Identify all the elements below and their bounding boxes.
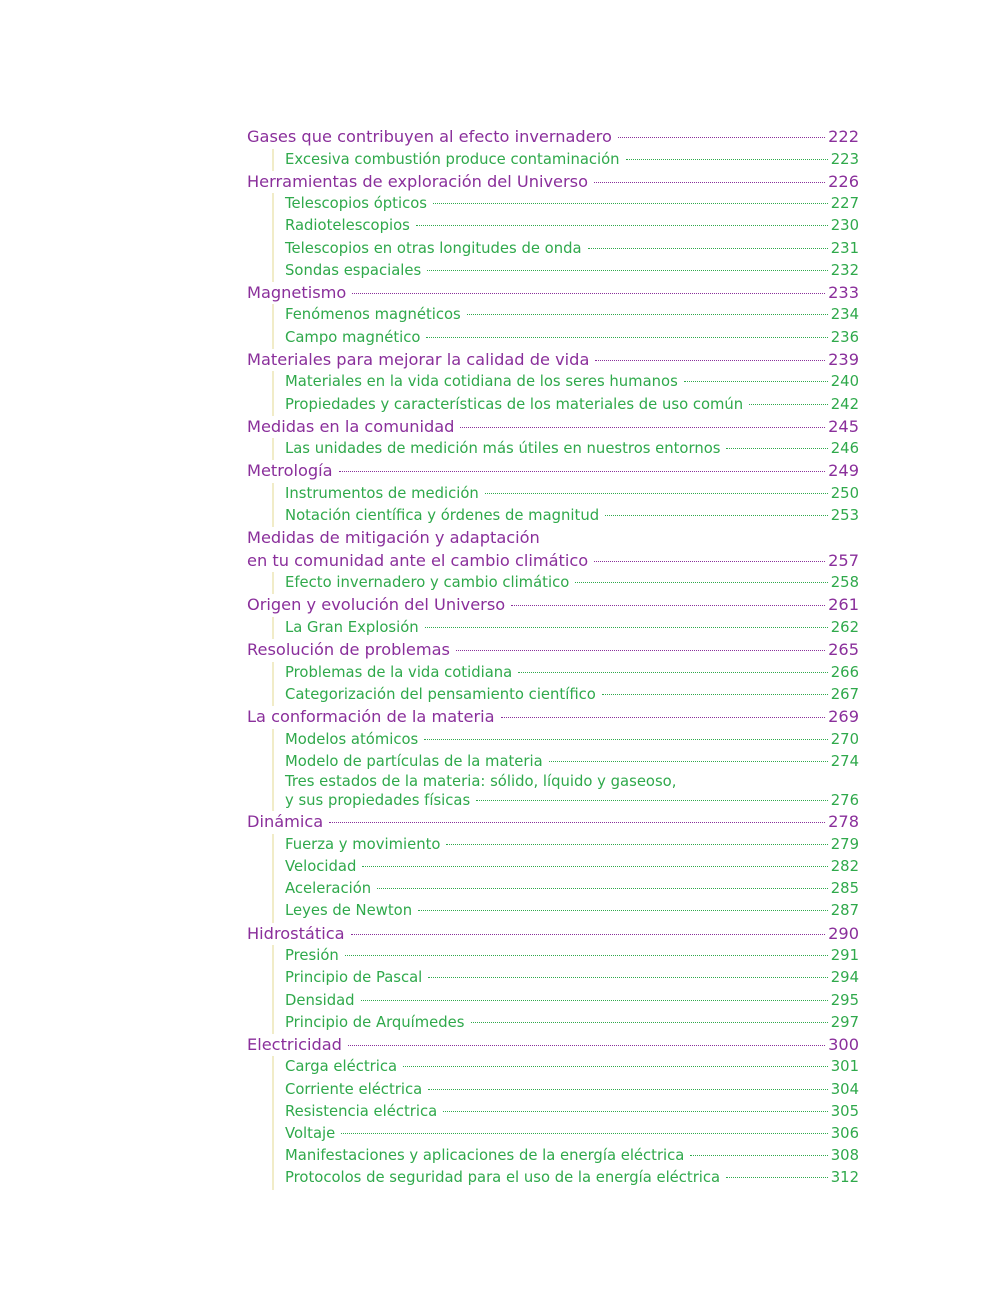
subtopic-list — [272, 1056, 859, 1189]
subtopic-entry[interactable] — [285, 483, 859, 505]
subtopic-title: Aceleración — [285, 880, 372, 898]
page-number: 301 — [830, 1058, 859, 1076]
topic-title: Resolución de problemas — [247, 640, 450, 660]
page-number: 287 — [830, 902, 859, 920]
dot-leader — [416, 225, 828, 226]
subtopic-list — [272, 729, 859, 812]
topic-entry[interactable] — [247, 282, 859, 305]
subtopic-title: Campo magnético — [285, 328, 421, 346]
toc-topic — [247, 349, 859, 416]
dot-leader — [339, 471, 826, 472]
topic-entry[interactable] — [247, 811, 859, 834]
subtopic-title: Manifestaciones y aplicaciones de la energía eléctrica — [285, 1147, 685, 1165]
page-number: 278 — [828, 812, 859, 832]
dot-leader — [418, 910, 828, 911]
page-number: 274 — [830, 752, 859, 770]
subtopic-entry[interactable] — [285, 1167, 859, 1189]
dot-leader — [456, 650, 825, 651]
dot-leader — [377, 888, 828, 889]
subtopic-entry[interactable] — [285, 238, 859, 260]
dot-leader — [348, 1045, 825, 1046]
dot-leader — [352, 293, 825, 294]
subtopic-entry[interactable] — [285, 856, 859, 878]
dot-leader — [426, 337, 827, 338]
page-number: 312 — [830, 1169, 859, 1187]
topic-title: Magnetismo — [247, 282, 347, 302]
dot-leader — [602, 694, 828, 695]
toc-topic — [247, 460, 859, 527]
toc-topic — [247, 706, 859, 811]
subtopic-entry[interactable] — [285, 327, 859, 349]
toc-topic — [247, 416, 859, 461]
page-number: 231 — [830, 239, 859, 257]
page-number: 222 — [828, 127, 859, 146]
topic-entry[interactable] — [247, 706, 859, 729]
page-number: 291 — [830, 947, 859, 965]
page-number: 276 — [830, 792, 859, 810]
topic-title: Metrología — [247, 461, 333, 481]
dot-leader — [428, 1089, 828, 1090]
subtopic-entry[interactable] — [285, 900, 859, 922]
topic-entry[interactable] — [247, 126, 859, 149]
subtopic-list — [272, 304, 859, 348]
toc-topic — [247, 171, 859, 282]
page-number: 257 — [828, 550, 859, 570]
subtopic-entry[interactable] — [285, 662, 859, 684]
dot-leader — [341, 1133, 828, 1134]
page-number: 305 — [830, 1102, 859, 1120]
subtopic-entry[interactable] — [285, 617, 859, 639]
page-number: 232 — [830, 261, 859, 279]
toc-topic — [247, 811, 859, 922]
dot-leader — [403, 1066, 828, 1067]
dot-leader — [446, 844, 827, 845]
dot-leader — [684, 381, 828, 382]
page-number: 234 — [830, 306, 859, 324]
subtopic-title: Modelo de partículas de la materia — [285, 752, 543, 770]
subtopic-title: Leyes de Newton — [285, 902, 413, 920]
page-number: 266 — [830, 663, 859, 681]
subtopic-entry[interactable] — [285, 394, 859, 416]
subtopic-entry[interactable] — [285, 1079, 859, 1101]
page-number: 265 — [828, 640, 859, 660]
subtopic-title: Presión — [285, 947, 339, 965]
subtopic-entry[interactable] — [285, 1145, 859, 1167]
subtopic-entry[interactable] — [285, 878, 859, 900]
toc-topic — [247, 594, 859, 639]
page-number: 258 — [830, 574, 859, 592]
dot-leader — [618, 137, 825, 138]
page-number: 253 — [830, 507, 859, 525]
dot-leader — [501, 717, 826, 718]
dot-leader — [588, 248, 828, 249]
page-number: 262 — [830, 618, 859, 636]
dot-leader — [485, 493, 828, 494]
page-number: 295 — [830, 991, 859, 1009]
topic-entry[interactable] — [247, 1034, 859, 1057]
toc-topic — [247, 1034, 859, 1190]
toc-topic — [247, 527, 859, 594]
dot-leader — [476, 800, 828, 801]
page-number: 242 — [830, 395, 859, 413]
subtopic-title: Corriente eléctrica — [285, 1080, 423, 1098]
page-number: 250 — [830, 484, 859, 502]
subtopic-entry[interactable] — [285, 215, 859, 237]
subtopic-title: Telescopios en otras longitudes de onda — [285, 239, 582, 257]
subtopic-list — [272, 371, 859, 415]
toc-topic — [247, 282, 859, 349]
dot-leader — [361, 1000, 828, 1001]
subtopic-title: Protocolos de seguridad para el uso de la energía eléctrica — [285, 1169, 721, 1187]
page-number: 306 — [830, 1124, 859, 1142]
page-number: 246 — [830, 440, 859, 458]
dot-leader — [425, 627, 828, 628]
topic-title: Herramientas de exploración del Universo — [247, 171, 589, 191]
subtopic-title-line: Tres estados de la materia: sólido, líquido y gaseoso, — [285, 772, 677, 790]
subtopic-entry[interactable] — [285, 193, 859, 215]
dot-leader — [362, 866, 827, 867]
subtopic-title: Radiotelescopios — [285, 217, 410, 235]
subtopic-entry[interactable] — [285, 260, 859, 282]
dot-leader — [749, 404, 828, 405]
subtopic-title: Voltaje — [285, 1124, 336, 1142]
subtopic-title: La Gran Explosión — [285, 618, 419, 636]
subtopic-list — [272, 945, 859, 1034]
dot-leader — [471, 1022, 828, 1023]
subtopic-title: Instrumentos de medición — [285, 484, 479, 502]
subtopic-entry[interactable] — [285, 572, 859, 594]
subtopic-list — [272, 834, 859, 923]
page-number: 239 — [828, 349, 859, 369]
subtopic-entry[interactable] — [285, 791, 859, 811]
topic-entry[interactable] — [247, 349, 859, 372]
subtopic-list — [272, 149, 859, 171]
dot-leader — [351, 934, 826, 935]
topic-entry[interactable] — [247, 416, 859, 439]
subtopic-title: Velocidad — [285, 858, 357, 876]
subtopic-entry[interactable] — [285, 438, 859, 460]
dot-leader — [626, 159, 828, 160]
dot-leader — [594, 182, 825, 183]
subtopic-list — [272, 438, 859, 460]
dot-leader — [594, 561, 825, 562]
topic-title: Electricidad — [247, 1034, 342, 1054]
topic-entry[interactable] — [247, 594, 859, 617]
subtopic-list — [272, 662, 859, 706]
page-number: 261 — [828, 595, 859, 615]
subtopic-list — [272, 572, 859, 594]
subtopic-title: Densidad — [285, 991, 355, 1009]
table-of-contents — [247, 126, 859, 1190]
subtopic-title: Principio de Pascal — [285, 969, 423, 987]
topic-entry[interactable] — [247, 923, 859, 946]
page-number: 249 — [828, 461, 859, 481]
subtopic-title: Propiedades y características de los materiales de uso común — [285, 395, 744, 413]
subtopic-entry[interactable] — [285, 1123, 859, 1145]
dot-leader — [518, 672, 828, 673]
toc-topic — [247, 126, 859, 171]
subtopic-title: Materiales en la vida cotidiana de los seres humanos — [285, 373, 678, 391]
subtopic-title: Las unidades de medición más útiles en nuestros entornos — [285, 440, 721, 458]
subtopic-title: Carga eléctrica — [285, 1058, 398, 1076]
dot-leader — [428, 977, 827, 978]
subtopic-title: Sondas espaciales — [285, 261, 422, 279]
subtopic-title: Resistencia eléctrica — [285, 1102, 438, 1120]
page-number: 240 — [830, 373, 859, 391]
dot-leader — [726, 448, 827, 449]
subtopic-title: Modelos atómicos — [285, 730, 419, 748]
dot-leader — [511, 605, 825, 606]
topic-title: Dinámica — [247, 812, 324, 832]
topic-entry[interactable] — [247, 550, 859, 573]
subtopic-entry[interactable] — [285, 505, 859, 527]
page-number: 297 — [830, 1013, 859, 1031]
page-number: 294 — [830, 969, 859, 987]
subtopic-entry[interactable] — [285, 990, 859, 1012]
subtopic-entry[interactable] — [285, 729, 859, 751]
page-number: 236 — [830, 328, 859, 346]
subtopic-title: Efecto invernadero y cambio climático — [285, 574, 570, 592]
topic-title: Gases que contribuyen al efecto invernadero — [247, 127, 612, 146]
subtopic-entry[interactable] — [285, 304, 859, 326]
page-number: 226 — [828, 171, 859, 191]
dot-leader — [345, 955, 828, 956]
dot-leader — [424, 739, 828, 740]
subtopic-list — [272, 483, 859, 527]
subtopic-entry[interactable] — [285, 684, 859, 706]
dot-leader — [443, 1111, 828, 1112]
dot-leader — [595, 360, 825, 361]
topic-entry[interactable] — [247, 171, 859, 194]
dot-leader — [467, 314, 828, 315]
subtopic-list — [272, 193, 859, 282]
page-number: 270 — [830, 730, 859, 748]
subtopic-entry[interactable] — [285, 1101, 859, 1123]
subtopic-title: Fuerza y movimiento — [285, 835, 441, 853]
subtopic-entry[interactable] — [285, 149, 859, 171]
topic-title: Medidas en la comunidad — [247, 416, 455, 436]
subtopic-title: Telescopios ópticos — [285, 195, 427, 213]
page-number: 245 — [828, 416, 859, 436]
subtopic-title: Fenómenos magnéticos — [285, 306, 461, 324]
page-number: 267 — [830, 685, 859, 703]
page-number: 269 — [828, 707, 859, 726]
page-number: 308 — [830, 1147, 859, 1165]
dot-leader — [329, 822, 825, 823]
dot-leader — [726, 1177, 828, 1178]
page-number: 230 — [830, 217, 859, 235]
topic-title: Materiales para mejorar la calidad de vida — [247, 349, 590, 369]
page-number: 290 — [828, 923, 859, 943]
topic-title-line: Medidas de mitigación y adaptación — [247, 528, 540, 548]
dot-leader — [433, 203, 828, 204]
page-number: 279 — [830, 835, 859, 853]
subtopic-list — [272, 617, 859, 639]
dot-leader — [690, 1155, 827, 1156]
topic-title: Origen y evolución del Universo — [247, 595, 506, 615]
subtopic-title: y sus propiedades físicas — [285, 792, 471, 810]
subtopic-title: Excesiva combustión produce contaminación — [285, 150, 620, 168]
toc-topic — [247, 639, 859, 706]
topic-entry[interactable] — [247, 460, 859, 483]
subtopic-entry[interactable] — [285, 1056, 859, 1078]
subtopic-entry[interactable] — [285, 834, 859, 856]
subtopic-title: Principio de Arquímedes — [285, 1013, 465, 1031]
subtopic-entry[interactable] — [285, 967, 859, 989]
subtopic-entry[interactable] — [285, 371, 859, 393]
subtopic-entry[interactable] — [285, 751, 859, 773]
dot-leader — [605, 515, 828, 516]
page-number: 233 — [828, 282, 859, 302]
topic-entry[interactable] — [247, 639, 859, 662]
page-number: 227 — [830, 195, 859, 213]
dot-leader — [427, 270, 828, 271]
topic-title: La conformación de la materia — [247, 707, 495, 726]
subtopic-title: Categorización del pensamiento científico — [285, 685, 596, 703]
subtopic-entry[interactable] — [285, 945, 859, 967]
dot-leader — [460, 427, 825, 428]
page-number: 304 — [830, 1080, 859, 1098]
topic-title: en tu comunidad ante el cambio climático — [247, 550, 589, 570]
subtopic-title: Notación científica y órdenes de magnitud — [285, 507, 600, 525]
page-number: 223 — [830, 150, 859, 168]
dot-leader — [549, 761, 828, 762]
subtopic-title: Problemas de la vida cotidiana — [285, 663, 513, 681]
topic-title: Hidrostática — [247, 923, 345, 943]
page-number: 282 — [830, 858, 859, 876]
toc-topic — [247, 923, 859, 1034]
subtopic-entry[interactable] — [285, 1012, 859, 1034]
page-number: 300 — [828, 1034, 859, 1054]
dot-leader — [575, 582, 827, 583]
page-number: 285 — [830, 880, 859, 898]
